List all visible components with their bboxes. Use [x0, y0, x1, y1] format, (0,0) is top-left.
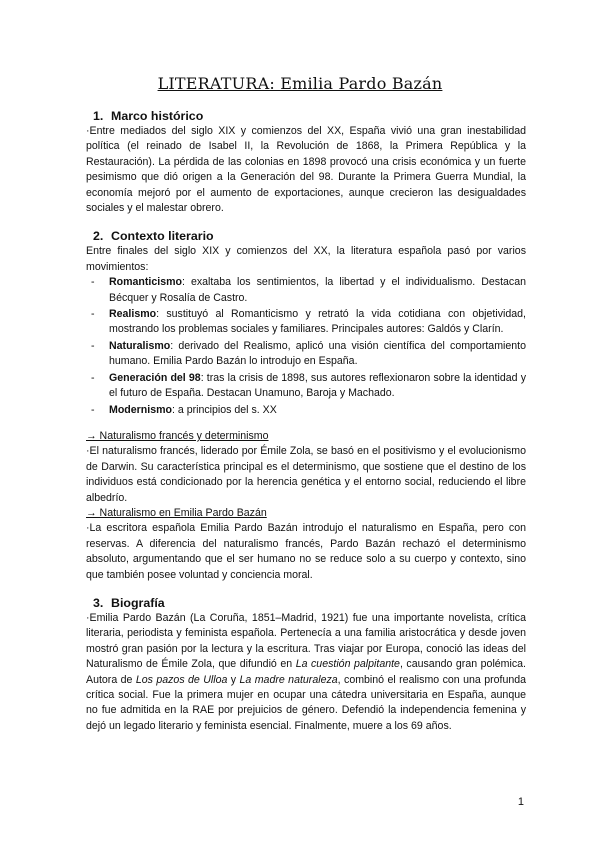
biografia-text-4: , combinó el realismo con una profunda crítica social. Fue la primera mujer en ocupar una cátedra universitaria en España, aunque no fue admitida en la RAE por prejuicios de género. Defendió la independencia femenina y dejó un legado literario y feminista esencial. Finalmente, muere a los 69 años.: [86, 673, 527, 732]
movement-term: Modernismo: [109, 403, 172, 416]
movement-description: : derivado del Realismo, aplicó una visión científica del comportamiento humano. Emilia Pardo Bazán lo introdujo en España.: [109, 339, 526, 368]
section-number: 3.: [93, 595, 104, 610]
naturalismo-pardo-bazan-paragraph: ·La escritora española Emilia Pardo Bazán introdujo el naturalismo en España, pero con reservas. A diferencia del naturalismo francés, Pardo Bazán rechazó el determinismo absoluto, argumentando que el ser humano no se reduce solo a su cuerpo y contexto, sino que también posee voluntad y conciencia moral.: [86, 522, 526, 581]
movement-term: Romanticismo: [109, 276, 182, 289]
list-dash: -: [91, 403, 95, 416]
list-item: [86, 403, 526, 418]
movement-description: : exaltaba los sentimientos, la libertad y el individualismo. Destacan Bécquer y Rosalía de Castro.: [109, 276, 526, 304]
book-title-cuestion-palpitante: La cuestión palpitante: [295, 658, 400, 671]
section-heading-biografia: [93, 595, 526, 611]
subheading-naturalismo-frances: → Naturalismo francés y determinismo: [86, 429, 269, 442]
section-number: 2.: [93, 229, 104, 244]
document-title: LITERATURA: Emilia Pardo Bazán: [157, 74, 443, 93]
section-number: 1.: [93, 109, 104, 123]
movement-description: : sustituyó al Romanticismo y retrató la vida cotidiana con objetividad, mostrando los problemas sociales y familiares. Principales autores: Galdós y Clarín.: [109, 308, 526, 336]
movement-description: : a principios del s. XX: [171, 403, 277, 416]
subheading-naturalismo-pardo-bazan: → Naturalismo en Emilia Pardo Bazán: [86, 506, 267, 519]
movement-term: Realismo: [109, 308, 157, 321]
biografia-text-2: , causando gran polémica. Autora de: [86, 658, 526, 686]
list-dash: -: [91, 308, 95, 321]
biografia-text-3: y: [227, 673, 240, 686]
section-title: Contexto literario: [111, 229, 214, 244]
section-heading-marco-historico: [93, 108, 526, 124]
movement-term: Generación del 98: [109, 371, 201, 384]
section-heading-contexto-literario: [93, 228, 526, 244]
page-number: 1: [517, 796, 524, 808]
contexto-intro-paragraph: Entre finales del siglo XIX y comienzos del XX, la literatura española pasó por varios movimientos:: [86, 245, 526, 273]
list-item: [86, 339, 526, 370]
list-item: [86, 371, 526, 402]
book-title-madre-naturaleza: La madre naturaleza: [239, 673, 338, 686]
marco-historico-paragraph: ·Entre mediados del siglo XIX y comienzos del XX, España vivió una gran inestabilidad política (el reinado de Isabel II, la Revolución de 1868, la Primera República y la Restauración). La pérdida de las colonias en 1898 provocó una crisis económica y un fuerte pesimismo que dió origen a la Generación del 98. Durante la Primera Guerra Mundial, la economía mejoró por el aumento de exportaciones, aunque crecieron las desigualdades sociales y el malestar obrero.: [86, 125, 526, 215]
biografia-paragraph: [86, 611, 526, 734]
list-dash: -: [91, 339, 95, 352]
list-dash: -: [91, 371, 95, 384]
section-title: Marco histórico: [111, 109, 204, 123]
section-title: Biografía: [111, 595, 165, 610]
list-item: [86, 307, 526, 338]
list-item: [86, 275, 526, 306]
document-body: [86, 108, 526, 734]
naturalismo-frances-paragraph: ·El naturalismo francés, liderado por Émile Zola, se basó en el positivismo y el evolucionismo de Darwin. Su característica principal es el determinismo, que sostiene que el destino de los individuos está condicionado por la herencia genética y el entorno social, reduciendo el libre albedrío.: [86, 445, 526, 504]
book-title-pazos-de-ulloa: Los pazos de Ulloa: [135, 673, 228, 686]
biografia-text-1: ·Emilia Pardo Bazán (La Coruña, 1851–Madrid, 1921) fue una importante novelista, crítica literaria, periodista y feminista española. Pertenecía a una familia aristocrática y desde joven mostró gran pasión por la lectura y la escritura. Tras viajar por Europa, conoció las ideas del Naturalismo de Émile Zola, que difundió en: [86, 611, 526, 671]
movement-term: Naturalismo: [109, 339, 171, 352]
movements-list: [86, 275, 526, 418]
list-dash: -: [91, 276, 95, 289]
movement-description: : tras la crisis de 1898, sus autores reflexionaron sobre la identidad y el futuro de España. Destacan Unamuno, Baroja y Machado.: [109, 371, 526, 400]
